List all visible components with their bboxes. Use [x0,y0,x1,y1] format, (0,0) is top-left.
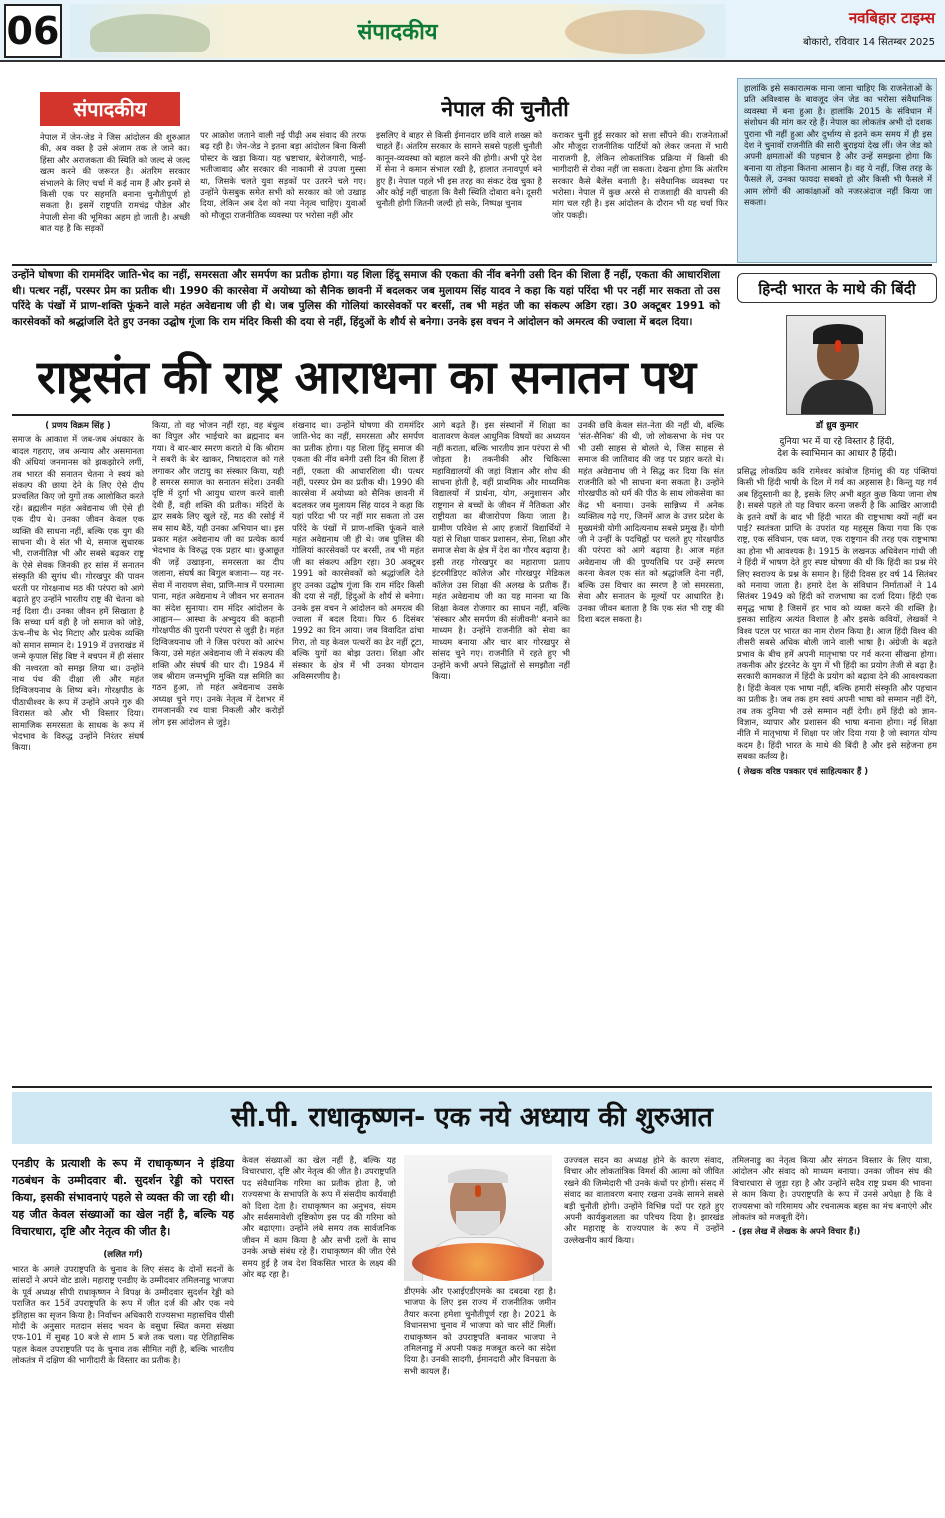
article-text-4: आगे बढ़ते हैं। इस संस्थानों में शिक्षा का वातावरण केवल आधुनिक विषयों का अध्ययन नहीं कराता, बल्कि भारतीय ज्ञान परंपरा से भी जोड़ता है। तकनीकी और चिकित्सा महाविद्यालयों की जहां विज्ञान और शोध की साधना होती है, वहीं प्राथमिक और माध्यमिक विद्यालयों में प्रार्थना, योग, अनुशासन और राष्ट्रगान से बच्चों के जीवन में नैतिकता और राष्ट्रीयता का बीजारोपण किया जाता है। ग्रामीण परिवेश से आए हजारों विद्यार्थियों ने यहां से शिक्षा पाकर प्रशासन, सेना, शिक्षा और समाज सेवा के क्षेत्र में देश का गौरव बढ़ाया है। इसी तरह गोरखपुर का महाराणा प्रताप इंटरमीडिएट कॉलेज और गोरखपुर मेडिकल कॉलेज उस शिक्षा की अलख के प्रतीक हैं। महंत अवेद्यनाथ जी का यह मानना था कि शिक्षा केवल रोजगार का साधन नहीं, बल्कि 'संस्कार और समर्पण की संजीवनी' बनाने का माध्यम है। उन्होंने राजनीति को सेवा का माध्यम बनाया और चार बार गोरखपुर से सांसद चुने गए। राजनीति में रहते हुए भी उन्होंने कभी अपने सिद्धांतों से समझौता नहीं किया। [432,420,570,681]
radhakrishnan-photo [404,1155,552,1281]
sidebar-footer: ( लेखक वरिष्ठ पत्रकार एवं साहित्यकार हैं ) [737,765,869,776]
article-column-5 [578,420,724,1085]
editorial-shaded-box [737,78,937,263]
editorial-title: नेपाल की चुनौती [441,97,569,121]
bottom-text-1: भारत के अगले उपराष्ट्रपति के चुनाव के लिए संसद के दोनों सदनों के सांसदों ने अपने वोट डाले। महाराष्ट्र एनडीए के उम्मीदवार तमिलनाडु भाजपा के पूर्व अध्यक्ष सीपी राधाकृष्णन ने विपक्ष के उम्मीदवार सुदर्शन रेड्डी को पराजित कर 15वें उपराष्ट्रपति के रूप में जीत दर्ज की और एक नये इतिहास का सृजन किया है। निर्वाचन अधिकारी राज्यसभा महासचिव पीसी मोदी के अनुसार मतदान संसद भवन के वसुधा स्थित कमरा संख्या एफ-101 में सुबह 10 बजे से शाम 5 बजे तक चला। यह ऐतिहासिक पहल केवल उपराष्ट्रपति पद के चुनाव तक सीमित नहीं है, बल्कि भारतीय लोकतंत्र में दक्षिण की भागीदारी के विस्तार का प्रतीक है। [12,1264,234,1366]
sidebar-poem [737,436,937,460]
editorial-text-5: हालांकि इसे सकारात्मक माना जाना चाहिए कि राजनेताओं के प्रति अविश्वास के बावजूद जेन जेड का भरोसा संवैधानिक व्यवस्था में बना हुआ है। हालांकि 2015 के संविधान में संशोधन की मांग कर रहे हैं। नेपाल का लोकतंत्र अभी दो दशक पुराना भी नहीं हुआ और दुर्भाग्य से इतने कम समय में ही इस देश ने चुनावों राजनीति की सारी बुराइयां देख लीं। जेन जेड को अपनी क्षमताओं की पहचान है और उन्हें समझना होगा कि बनाना या तोड़ना कितना आसान है। वह ये नहीं, जिस तरह के फैसले लें, उनका फायदा सबको हो और किसी भी फैसले में आम लोगों की आकांक्षाओं को नजरअंदाज नहीं किया जा सकता। [744,83,932,208]
sidebar-text: प्रसिद्ध लोकप्रिय कवि रामेश्वर कांबोज हिमांशु की यह पंक्तियां किसी भी हिंदी भाषी के दिल में गर्व का अहसास है। किन्तु यह गर्व अब हिंदुस्तानी का है, इसके लिए अभी बहुत कुछ किया जाना शेष है। सबसे पहले तो यह विचार करना जरूरी है कि आखिर आजादी के इतने वर्षों के बाद भी हिंदी भारत की राष्ट्रभाषा क्यों नहीं बन पाई? स्वतंत्रता प्राप्ति के उपरांत यह महसूस किया गया कि एक राष्ट्र, एक संविधान, एक ध्वज, एक राष्ट्रगान की तरह एक राष्ट्रभाषा का होना भी आवश्यक है। 1915 के लखनऊ अधिवेशन गांधी जी ने हिंदी में भाषण देते हुए स्पष्ट घोषणा की थी कि हिंदी का प्रश्न मेरे लिए स्वराज्य के प्रश्न के समान है। हिंदी दिवस हर वर्ष 14 सितंबर को मनाया जाता है। हमारे देश के संविधान निर्माताओं ने 14 सितंबर 1949 को हिंदी को राजभाषा का दर्जा दिया। हिंदी एक समृद्ध भाषा है जिसमें हर भाव को व्यक्त करने की शक्ति है। इसका साहित्य अत्यंत विशाल है और इसके कवियों, लेखकों ने विश्व पटल पर भारत का नाम रोशन किया है। आज हिंदी विश्व की तीसरी सबसे अधिक बोली जाने वाली भाषा है। अंग्रेजी के बढ़ते प्रभाव के बीच हमें अपनी मातृभाषा पर गर्व करना सीखना होगा। तकनीक और इंटरनेट के युग में भी हिंदी का प्रयोग तेजी से बढ़ा है। सरकारी कामकाज में हिंदी के प्रयोग को बढ़ावा देने की आवश्यकता है। हिंदी केवल एक भाषा नहीं, बल्कि हमारी संस्कृति और पहचान का प्रतीक है। जब तक हम स्वयं अपनी भाषा को सम्मान नहीं देंगे, तब तक दुनिया भी उसे सम्मान नहीं देगी। हमें हिंदी को ज्ञान-विज्ञान, व्यापार और प्रशासन की भाषा बनाना होगा। नई शिक्षा नीति में मातृभाषा में शिक्षा पर जोर दिया गया है जो स्वागत योग्य कदम है। हिंदी भारत के माथे की बिंदी है और इसे सहेजना हम सबका कर्तव्य है। [737,466,937,762]
bottom-text-3: डीएमके और एआईएडीएमके का दबदबा रहा है। भाजपा के लिए इस राज्य में राजनीतिक जमीन तैयार करना हमेशा चुनौतीपूर्ण रहा है। 2021 के विधानसभा चुनाव में भाजपा को चार सीटें मिलीं। राधाकृष्णन को उपराष्ट्रपति बनाकर भाजपा ने तमिलनाडु में अपनी पकड़ मजबूत करने का संदेश दिया है। उनकी सादगी, ईमानदारी और विनम्रता के सभी कायल हैं। [404,1286,556,1376]
editorial-column-5 [744,83,932,259]
page-number: 06 [4,4,62,58]
author-name: डॉ ध्रुव कुमार [815,421,859,431]
divider [12,1086,932,1088]
bottom-intro: एनडीए के प्रत्याशी के रूप में राधाकृष्णन ने इंडिया गठबंधन के उम्मीदवार बी. सुदर्शन रेड्डी को परास्त किया, इसकी संभावनाएं पहले से व्यक्त की जा रही थी। यह जीत केवल संख्याओं का खेल नहीं है, बल्कि यह विचारधारा, दृष्टि और नेतृत्व की जीत है। [12,1157,234,1238]
article-byline: ( प्रणय विक्रम सिंह ) [45,420,111,430]
bottom-text-4: उज्ज्वल सदन का अध्यक्ष होने के कारण संवाद, विचार और लोकतांत्रिक विमर्श की आत्मा को जीवित रखने की जिम्मेदारी भी उनके कंधों पर होगी। संसद में संवाद का वातावरण बनाए रखना उनके सामने सबसे बड़ी चुनौती होगी। उन्होंने विभिन्न पदों पर रहते हुए अपनी कार्यकुशलता का परिचय दिया है। झारखंड और महाराष्ट्र के राज्यपाल के रूप में उन्होंने उल्लेखनीय कार्य किया। [564,1155,724,1245]
article-column-4 [432,420,570,1085]
bottom-column-1 [12,1264,234,1510]
bottom-headline: सी.पी. राधाकृष्णन- एक नये अध्याय की शुरुआत [12,1092,932,1144]
main-headline: राष्ट्रसंत की राष्ट्र आराधना का सनातन पथ [36,350,696,404]
article-column-2 [152,420,284,1085]
bottom-column-4 [564,1155,724,1510]
editorial-text-3: इसलिए वे बाहर से किसी ईमानदार छवि वाले शख्स को चाहते हैं। अंतरिम सरकार के सामने सबसे पहली चुनौती कानून-व्यवस्था को बहाल करने की होगी। अभी पूरे देश में सेना ने कमान संभाल रखी है, हालात तनावपूर्ण बने हुए हैं। नेपाल पहले भी इस तरह का संकट देख चुका है और कोई नहीं चाहता कि वैसी स्थिति दोबारा बने। दूसरी चुनौती होगी जितनी जल्दी हो सके, निष्पक्ष चुनाव [376,130,542,209]
section-title: संपादकीय [357,20,438,45]
editorial-tag: संपादकीय [40,92,180,126]
bottom-column-5 [732,1155,932,1510]
pull-quote: उन्होंने घोषणा की राममंदिर जाति-भेद का नहीं, समरसता और समर्पण का प्रतीक होगा। यह शिला हिंदू समाज की एकता की नींव बनेगी उसी दिन की शिला हैं नहीं, एकता की आधारशिला थी। पत्थर नहीं, परस्पर प्रेम का प्रतीक थी। 1990 की कारसेवा में अयोध्या को सैनिक छावनी में बदलकर जब मुलायम सिंह यादव ने कहा कि यहां परिंदा भी पर नहीं मार सकता तो उस परिंदे के पंखों में प्राण-शक्ति फूंकने वाले महंत अवेद्यनाथ जी ही थे। जब पुलिस की गोलियां कारसेवकों पर बरसीं, तब भी महंत जी का संकल्प अडिग रहा। 30 अक्टूबर 1991 को कारसेवकों को श्रद्धांजलि देते हुए उनका उद्घोष गूंजा कि राम मंदिर किसी की दया से नहीं, हिंदुओं के शौर्य से बनेगा। उनके इस वचन ने आंदोलन को अमरत्व की ज्वाला में बदल दिया। [12,269,720,328]
editorial-text-1: नेपाल में जेन-जेड ने जिस आंदोलन की शुरुआत की, अब वक्त है उसे अंजाम तक ले जाने का। हिंसा और अराजकता की स्थिति को जल्द से जल्द खत्म करने की जरूरत है। अंतरिम सरकार संभालने के लिए चर्चा में कई नाम हैं और इनमें से किसी एक पर सहमति बनाना चुनौतीपूर्ण हो सकता है। इसमें राष्ट्रपति रामचंद्र पौडेल और नेपाली सेना की भूमिका अहम हो जाती है। अच्छी बात यह है कि सड़कों [40,132,190,234]
editorial-text-4: कराकर चुनी हुई सरकार को सत्ता सौंपने की। राजनेताओं और मौजूदा राजनीतिक पार्टियों को लेकर जनता में भारी नाराजगी है, लेकिन लोकतांत्रिक प्रक्रिया में किसी की भागीदारी से रोका नहीं जा सकता। देखना होगा कि अंतरिम सरकार कैसे बैलेंस बनाती है। संवैधानिक व्यवस्था पर भरोसा। नेपाल में कुछ अरसे से राजशाही की वापसी की मांग चल रही है। इस आंदोलन के दौरान भी यह चर्चा फिर जोर पकड़ी। [552,130,728,220]
bottom-text-2: केवल संख्याओं का खेल नहीं है, बल्कि यह विचारधारा, दृष्टि और नेतृत्व की जीत है। उपराष्ट्रपति पद संवैधानिक गरिमा का प्रतीक होता है, जो राज्यसभा के सभापति के रूप में संसदीय कार्यवाही को दिशा देता है। राधाकृष्णन का अनुभव, संयम और सर्वसमावेशी दृष्टिकोण इस पद की गरिमा को और बढ़ाएगा। उन्होंने लंबे समय तक सार्वजनिक जीवन में काम किया है और सभी दलों के साथ उनके अच्छे संबंध रहे हैं। राधाकृष्णन की जीत ऐसे समय हुई है जब देश विकसित भारत के लक्ष्य की ओर बढ़ रहा है। [242,1155,396,1280]
bottom-column-2 [242,1155,396,1510]
newspaper-name: नवबिहार टाइम्स [848,9,935,27]
poem-line-2: देश के स्वाभिमान का आधार है हिंदी। [777,449,897,459]
article-text-1: समाज के आकाश में जब-जब अंधकार के बादल गहराए, जब अन्याय और असमानता की अंधियां जनमानस को झकझोरने लगीं, तब भारत की सनातन चेतना ने स्वयं को संकल्प की छाया देने के लिए ऐसे दीप प्रज्वलित किए जो युगों तक आलोकित करते रहे। ब्रह्मलीन महंत अवेद्यनाथ जी ऐसे ही एक दीप थे। उनका जीवन केवल एक व्यक्ति की साधना नहीं, बल्कि एक युग की साधना थी। वे संत भी थे, समाज सुधारक भी, राजनीतिज्ञ भी और सबसे बढ़कर राष्ट्र के ऐसे सेवक जिनकी हर सांस में सनातन संस्कृति की सुगंध थी। गोरखपुर की पावन धरती पर गोरक्षनाथ मठ की परंपरा को आगे बढ़ाते हुए उन्होंने भारतीय राष्ट्र की चेतना को नई दिशा दी। उनका जीवन हमें सिखाता है कि सच्चा धर्म वही है जो समाज को जोड़े, ऊंच-नीच के भेद मिटाए और प्रत्येक व्यक्ति को समान सम्मान दे। 1919 में उत्तराखंड में जन्मे कृपाल सिंह बिष्ट ने बचपन में ही संसार की नश्वरता को समझ लिया था। उन्होंने नाथ पंथ की दीक्षा ली और महंत दिग्विजयनाथ के शिष्य बने। गोरक्षपीठ के पीठाधीश्वर के रूप में उन्होंने अपने गुरु की विरासत को और भी विस्तार दिया। सामाजिक समरसता के साधक के रूप में भेदभाव के विरुद्ध उन्होंने निरंतर संघर्ष किया। [12,434,144,753]
newspaper-brand [803,8,935,48]
editorial-column-1 [40,132,190,262]
poem-line-1: दुनिया भर में या रहे विस्तार है हिंदी, [779,437,895,447]
article-text-3: शंखनाद था। उन्होंने घोषणा की राममंदिर जाति-भेद का नहीं, समरसता और समर्पण का प्रतीक होगा। यह शिला हिंदू समाज की एकता की नींव बनेगी उसी दिन की शिला हैं नहीं, एकता की आधारशिला थी। पत्थर नहीं, परस्पर प्रेम का प्रतीक थी। 1990 की कारसेवा में अयोध्या को सैनिक छावनी में बदलकर जब मुलायम सिंह यादव ने कहा कि यहां परिंदा भी पर नहीं मार सकता तो उस परिंदे के पंखों में प्राण-शक्ति फूंकने वाले महंत अवेद्यनाथ जी ही थे। जब पुलिस की गोलियां कारसेवकों पर बरसीं, तब भी महंत जी का संकल्प अडिग रहा। 30 अक्टूबर 1991 को कारसेवकों को श्रद्धांजलि देते हुए उनका उद्घोष गूंजा कि राम मंदिर किसी की दया से नहीं, हिंदुओं के शौर्य से बनेगा। उनके इस वचन ने आंदोलन को अमरत्व की ज्वाला में बदल दिया। फिर 6 दिसंबर 1992 का दिन आया। जब विवादित ढांचा गिरा, तो यह केवल पत्थरों का ढेर नहीं टूटा, बल्कि युगों का बोझ उतरा। शिक्षा और संस्कार के क्षेत्र में भी उनका योगदान अविस्मरणीय है। [292,420,424,681]
divider [12,264,932,266]
article-text-2: किया, तो वह भोजन नहीं रहा, वह बंधुत्व का विपुल और भाईचारे का ब्रह्मनाद बन गया। वे बार-बार स्मरण कराते थे कि श्रीराम ने सबरी के बेर खाकर, निषादराज को गले लगाकर और जटायु का संस्कार किया, यही है समरस समाज का सनातन संदेश। उनकी दृष्टि में दुर्गा भी आयुध धारण करने वाली देवी हैं, वही शक्ति की प्रतीक। मंदिरों के द्वार सबके लिए खुले रहें, मठ की रसोई में सब साथ बैठें, यही उनका अभियान था। इस प्रकार महंत अवेद्यनाथ जी का प्रत्येक कार्य भेदभाव के विरुद्ध एक प्रहार था। छुआछूत की जड़ें उखाड़ना, समरसता का दीप जलाना, संघर्ष का बिगुल बजाना— यह नर-सेवा में नारायण सेवा, प्राणि-मात्र में परमात्मा पाना, महंत अवेद्यनाथ ने जीवन भर सनातन का संदेश सुनाया। राम मंदिर आंदोलन के आह्वान— आस्था के अभ्युदय की कहानी गोरक्षपीठ की पुरानी परंपरा से जुड़ी है। महंत दिग्विजयनाथ जी ने जिस परंपरा को आरंभ किया, उसे महंत अवेद्यनाथ जी ने संकल्प की शक्ति और संघर्ष की धार दी। 1984 में जब श्रीराम जन्मभूमि मुक्ति यज्ञ समिति का गठन हुआ, तो महंत अवेद्यनाथ उसके अध्यक्ष चुने गए। उनके नेतृत्व में देशभर में रामजानकी रथ यात्रा निकली और करोड़ों लोग इस आंदोलन से जुड़े। [152,420,284,727]
divider [12,414,724,416]
editorial-column-4 [552,130,728,262]
sidebar-title: हिन्दी भारत के माथे की बिंदी [737,273,937,303]
bottom-text-5: तमिलनाडु का नेतृत्व किया और संगठन विस्तार के लिए यात्रा, आंदोलन और संवाद को माध्यम बनाया। उनका जीवन संघ की विचारधारा से जुड़ा रहा है और उन्होंने सदैव राष्ट्र प्रथम की भावना से काम किया है। उपराष्ट्रपति के रूप में उनसे अपेक्षा है कि वे राज्यसभा को गरिमामय और रचनात्मक बहस का मंच बनाएंगे और लोकतंत्र को मजबूती देंगे। [732,1155,932,1223]
masthead [0,0,945,62]
bottom-footer: - (इस लेख में लेखक के अपने विचार हैं।) [732,1226,861,1237]
article-column-3 [292,420,424,1085]
article-text-5: उनकी छवि केवल संत-नेता की नहीं थी, बल्कि 'संत-सैनिक' की थी, जो लोकसभा के मंच पर भी उसी साहस से बोलते थे, जिस साहस से समाज की जातिवाद की जड़ पर प्रहार करते थे। महंत अवेद्यनाथ जी ने सिद्ध कर दिया कि संत राजनीति को भी साधना बना सकता है। उन्होंने गोरखपीठ को धर्म की पीठ के साथ लोकसेवा का केंद्र भी बनाया। उनके सान्निध्य में अनेक व्यक्तित्व गढ़े गए, जिनमें आज के उत्तर प्रदेश के मुख्यमंत्री योगी आदित्यनाथ सबसे प्रमुख हैं। योगी जी ने उन्हीं के पदचिह्नों पर चलते हुए गोरक्षपीठ की परंपरा को आगे बढ़ाया है। आज महंत अवेद्यनाथ जी की पुण्यतिथि पर उन्हें स्मरण करना केवल एक संत को श्रद्धांजलि देना नहीं, बल्कि उस विचार का स्मरण है जो समरसता, सेवा और सनातन के मूल्यों पर आधारित है। उनका जीवन बताता है कि एक संत भी राष्ट्र की दिशा बदल सकता है। [578,420,724,624]
bottom-byline: (ललित गर्ग) [103,1250,143,1260]
bottom-column-3 [404,1286,556,1510]
date-line: बोकारो, रविवार 14 सितम्बर 2025 [803,37,935,48]
editorial-column-3 [376,130,542,262]
author-photo [786,315,886,415]
editorial-text-2: पर आक्रोश जताने वाली नई पीढ़ी अब संवाद की तरफ बढ़ रही है। जेन-जेड ने इतना बड़ा आंदोलन बिना किसी पोस्टर के खड़ा किया। यह भ्रष्टाचार, बेरोजगारी, भाई-भतीजावाद और सरकार की नाकामी से उपजा गुस्सा था, जिसके चलते युवा सड़कों पर उतरने चले गए। उन्होंने फेसबुक समेत सभी को सरकार को जो उखाड़ दिया, लेकिन अब देश को नया नेतृत्व चाहिए। युवाओं को मौजूदा राजनीतिक व्यवस्था पर भरोसा नहीं और [200,130,366,220]
masthead-banner [70,4,725,58]
editorial-column-2 [200,130,366,262]
article-column-1 [12,420,144,1085]
sidebar-body [737,466,937,1076]
